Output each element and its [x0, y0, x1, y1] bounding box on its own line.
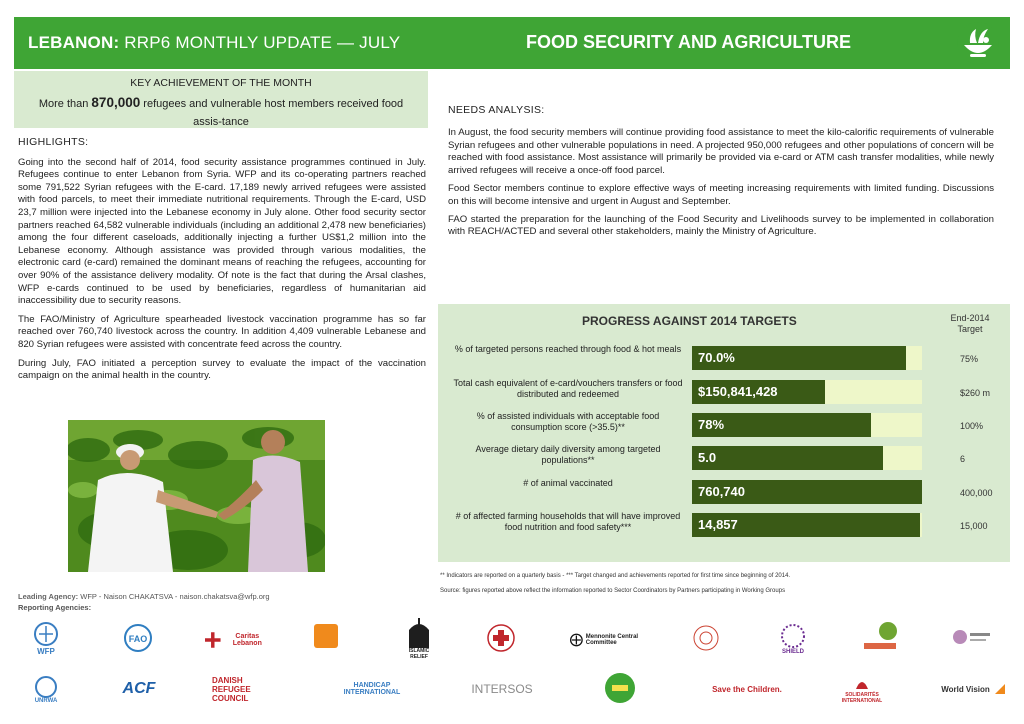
leading-agency-label: Leading Agency:: [18, 592, 79, 601]
needs-analysis-section: [448, 104, 994, 244]
progress-row-label: % of targeted persons reached through food & hot meals: [454, 344, 682, 354]
highlights-paragraph: The FAO/Ministry of Agriculture spearheaded livestock vaccination programme has so far reached over 760,740 livestock across the country. In addition 4,409 vulnerable Lebanese and 820 Syrian refugees were assisted with concentrate feed across the country.: [18, 313, 426, 350]
progress-bar-track: [692, 480, 922, 504]
progress-bar-track: [692, 446, 922, 470]
arabic-org-logo: [858, 618, 902, 654]
progress-target: 6: [960, 454, 966, 464]
footnote-indicators: ** Indicators are reported on a quarterly basis - *** Target changed and achievements reported for first time since beginning of 2014.: [440, 573, 791, 579]
key-achievement-suffix: refugees and vulnerable host members received food assis-tance: [143, 98, 404, 128]
progress-bar-fill: [692, 446, 883, 470]
progress-target: 100%: [960, 421, 984, 431]
progress-row-label: # of animal vaccinated: [523, 478, 613, 488]
needs-paragraph: In August, the food security members will continue providing food assistance to meet the kilo-calorific requirements of vulnerable Syrian refugees and other vulnerable populations in need. A projected 950,000 refugees and other populations of concern will be reached with food assistance. Most assistance will primarily be provided via e-card or ATM cash transfer modalities, while newly arrived refugees will receive a once-off food parcel.: [448, 126, 994, 177]
caritas-logo: [205, 627, 271, 653]
progress-row: [438, 511, 1010, 541]
key-achievement-number: 870,000: [91, 95, 141, 110]
progress-bar-track: [692, 513, 922, 537]
circular-seal-logo: [692, 624, 720, 652]
fao-logo: [122, 622, 154, 654]
wfp-logo-text: WFP: [37, 646, 55, 656]
progress-target: 400,000: [960, 488, 993, 498]
wfp-logo: [28, 618, 64, 658]
solidarites-logo: [842, 672, 882, 706]
solidarites-logo-text: SOLIDARITÉS INTERNATIONAL: [841, 692, 883, 704]
intersos-logo: INTERSOS: [471, 682, 533, 696]
progress-row-label: % of assisted individuals with acceptable food consumption score (>35.5)**: [476, 411, 660, 432]
highlights-paragraph: Going into the second half of 2014, food security assistance programmes continued in July. Refugees continue to enter Lebanon from Syria. WFP and its co-operating partners reached some 791,522 Syrian refugees with the E-card. 17,189 newly arrived refugees were assisted with food parcels, to meet their immediate nutritional requirements. Through the E-card, USD 23,7 million were injected into the Lebanese economy in July alone. Other food security sector partners reached 64,582 vulnerable individuals (including an additional 2,478 new beneficiaries) among the four different caseloads, additionally injecting a further US$1,2 million into the Lebanese economy. Although assistance was provided through various modalities, the electronic card (e-card) remained the dominant means of reaching the refugees, accounting for over 90% of the assistance delivery modality. Of note is the fact that during the Arsal clashes, WFP e-cards continued to be used by beneficiaries, regardless of humanitarian aid inaccessibility due to security reasons.: [18, 156, 426, 307]
acf-logo: ACF: [122, 680, 156, 697]
unrwa-logo-text: UNRWA: [34, 698, 58, 704]
leading-agency: [18, 592, 270, 601]
header-update: RRP6 MONTHLY UPDATE — JULY: [124, 33, 401, 52]
progress-bar-track: [692, 346, 922, 370]
progress-value: 5.0: [698, 450, 717, 465]
progress-value: $150,841,428: [698, 384, 778, 399]
progress-row: [438, 378, 1010, 408]
progress-value: 70.0%: [698, 350, 735, 365]
progress-row: [438, 411, 1010, 441]
key-achievement-box: [14, 71, 428, 128]
highlights-section: [18, 136, 426, 389]
progress-value: 760,740: [698, 484, 745, 499]
orange-org-logo: [314, 624, 338, 648]
unrwa-logo: [28, 672, 64, 708]
progress-row: [438, 478, 1010, 508]
progress-panel: [438, 304, 1010, 562]
shield-logo: [776, 617, 810, 661]
needs-paragraph: Food Sector members continue to explore effective ways of meeting increasing requirements with limited funding. Discussions on this will become intensive and urgent in August and September.: [448, 182, 994, 207]
handicap-international-logo: HANDICAP INTERNATIONAL: [343, 682, 401, 696]
svg-text:FAO: FAO: [128, 634, 148, 644]
progress-row: [438, 344, 1010, 374]
key-achievement-title: KEY ACHIEVEMENT OF THE MONTH: [130, 77, 312, 89]
progress-value: 78%: [698, 417, 725, 432]
progress-bar-track: [692, 380, 922, 404]
leading-agency-value: WFP - Naison CHAKATSVA - naison.chakatsva@wfp.org: [80, 592, 270, 601]
mcc-logo: [570, 627, 640, 653]
highlights-paragraph: During July, FAO initiated a perception survey to evaluate the impact of the vaccination campaign on the animal health in the country.: [18, 357, 426, 382]
footnote-source: Source: figures reported above reflect the information reported to Sector Coordinators by Partners participating in Working Groups: [440, 588, 786, 594]
world-vision-text: World Vision: [941, 684, 990, 694]
needs-heading: NEEDS ANALYSIS:: [448, 104, 545, 116]
progress-row-label: Total cash equivalent of e-card/vouchers transfers or food distributed and redeemed: [453, 378, 683, 399]
welfare-association-logo: [950, 624, 994, 650]
key-achievement-text: [14, 94, 428, 131]
progress-row-label: # of affected farming households that will have improved food nutrition and food safety***: [455, 511, 681, 532]
amel-logo: [602, 670, 638, 706]
world-vision-logo: [934, 680, 1014, 698]
islamic-relief-text: ISLAMIC RELIEF: [408, 648, 430, 660]
header-title: [28, 33, 400, 53]
shield-logo-text: SHIELD: [781, 649, 804, 655]
progress-target: 75%: [960, 354, 979, 364]
field-photo: [68, 420, 325, 572]
header-sector: FOOD SECURITY AND AGRICULTURE: [526, 32, 852, 52]
key-achievement-prefix: More than: [38, 98, 89, 110]
progress-row: [438, 444, 1010, 474]
save-the-children-logo: Save the Children.: [712, 684, 782, 694]
food-bowl-icon: [956, 21, 1000, 65]
red-cross-logo: [485, 622, 517, 654]
progress-bar-track: [692, 413, 922, 437]
highlights-heading: HIGHLIGHTS:: [18, 136, 89, 148]
needs-paragraph: FAO started the preparation for the launching of the Food Security and Livelihoods survey to be implemented in collaboration with REACH/ACTED and several other stakeholders, mainly the Ministry of Agriculture.: [448, 213, 994, 238]
progress-target: $260 m: [960, 388, 991, 398]
reporting-agencies-label: Reporting Agencies:: [18, 603, 92, 612]
caritas-logo-text: Caritas Lebanon: [232, 633, 262, 647]
progress-title: PROGRESS AGAINST 2014 TARGETS: [582, 314, 797, 328]
progress-row-label: Average dietary daily diversity among targeted populations**: [475, 444, 661, 465]
drc-logo: DANISH REFUGEE COUNCIL: [212, 675, 251, 703]
mcc-logo-text: Mennonite Central Committee: [585, 634, 639, 646]
page-header: [14, 17, 1010, 69]
islamic-relief-logo: [404, 616, 434, 662]
progress-target: 15,000: [960, 521, 988, 531]
target-column-header: End-2014 Target: [950, 313, 990, 334]
header-country: LEBANON:: [28, 33, 120, 52]
progress-value: 14,857: [698, 517, 738, 532]
